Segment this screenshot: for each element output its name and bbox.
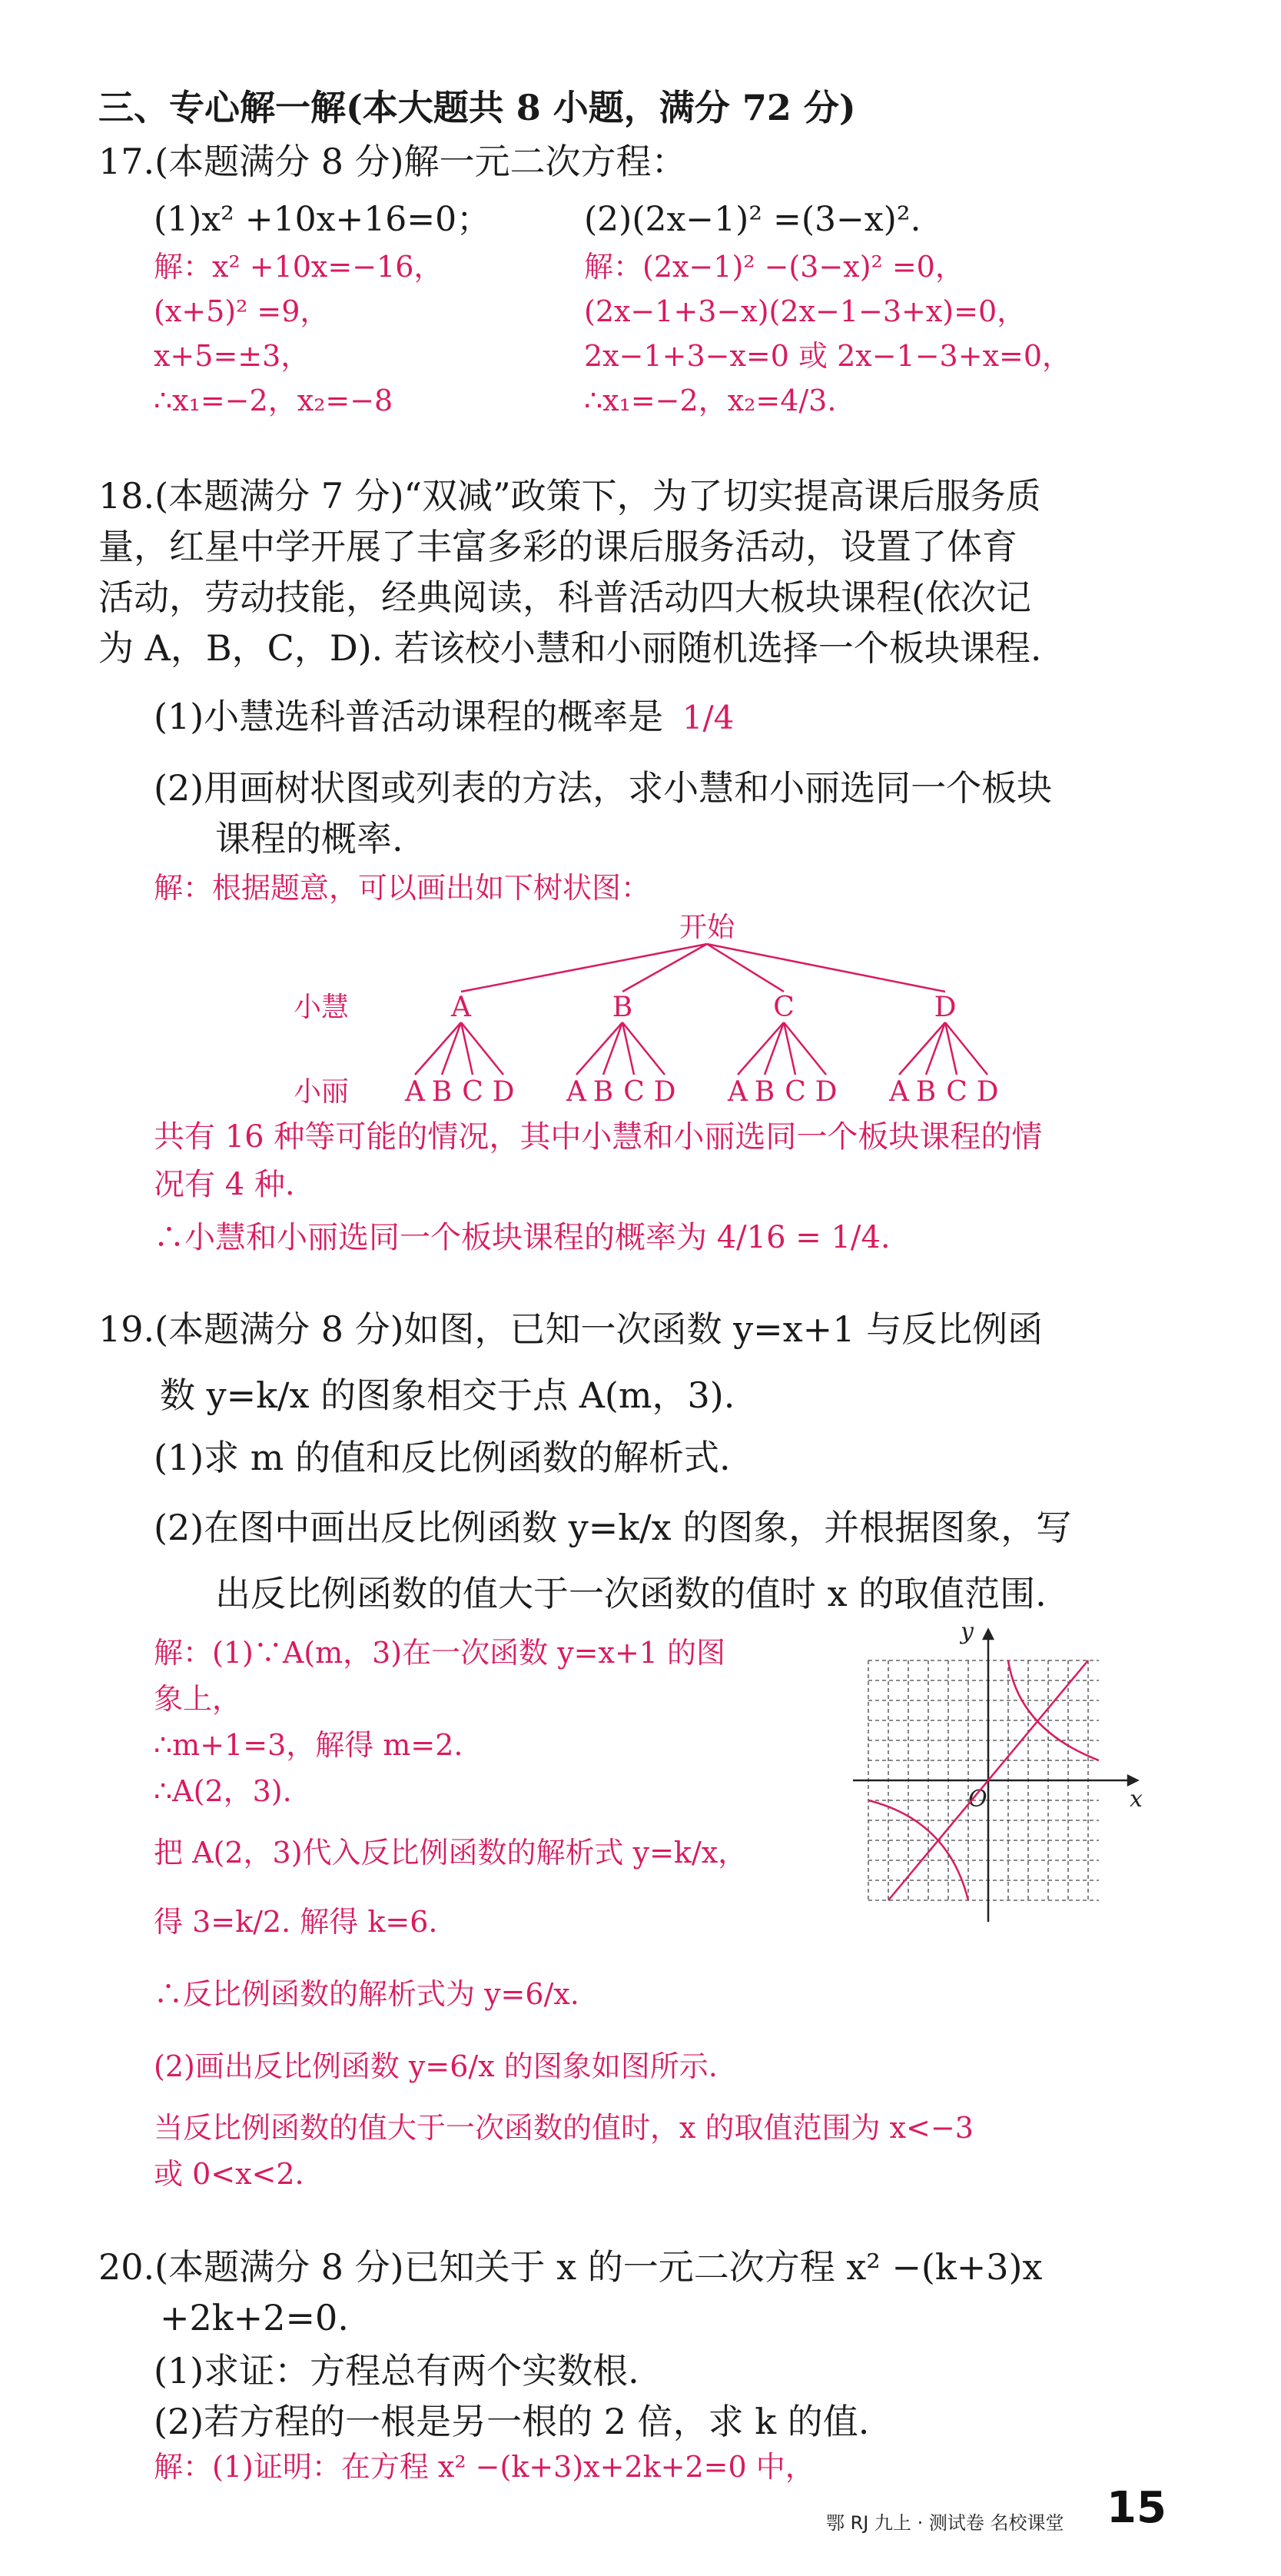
hyperbola-branch-left	[868, 1800, 968, 1900]
branch-line	[415, 1022, 461, 1075]
tree-leaf: C	[623, 1076, 645, 1108]
tree-row1-label: 小慧	[293, 992, 350, 1023]
tree-leaf: D	[492, 1076, 515, 1108]
tree-leaf: A	[566, 1076, 586, 1108]
branch-line	[622, 944, 707, 992]
footer-text: 鄂 RJ 九上 · 测试卷 名校课堂	[826, 2512, 1064, 2534]
answer-line: 得 3=k/2. 解得 k=6.	[154, 1905, 438, 1939]
q19-stem	[98, 1296, 1043, 1428]
answer-line: 当反比例函数的值大于一次函数的值时，x 的取值范围为 x<−3	[154, 2111, 974, 2145]
answer-line: 解：x² +10x=−16，	[154, 250, 443, 284]
branch-line	[603, 1022, 622, 1075]
answer-line: 象上，	[154, 1682, 242, 1716]
q18-answer-intro: 解：根据题意，可以画出如下树状图：	[154, 871, 651, 905]
y-axis-label: y	[961, 1618, 974, 1645]
part-line: (2)用画树状图或列表的方法，求小慧和小丽选同一个板块	[154, 767, 1053, 809]
section-header: 三、专心解一解(本大题共 8 小题，满分 72 分)	[98, 87, 856, 128]
q19-part2	[154, 1494, 1071, 1627]
branch-line	[899, 1022, 945, 1075]
answer-line: x+5=±3，	[154, 339, 310, 373]
tree-leaf: D	[653, 1076, 676, 1108]
tree-leaf: A	[728, 1076, 748, 1108]
part-line: 课程的概率.	[215, 818, 403, 859]
branch-line	[461, 944, 707, 992]
q20-stem	[98, 2242, 1042, 2343]
stem-line: 20.(本题满分 8 分)已知关于 x 的一元二次方程 x² −(k+3)x	[98, 2246, 1043, 2288]
q19-function-graph	[845, 1614, 1153, 1937]
q19-part1: (1)求 m 的值和反比例函数的解析式.	[154, 1437, 731, 1478]
answer-line: ∴A(2，3).	[154, 1774, 292, 1808]
x-axis-arrow-icon	[1128, 1776, 1137, 1785]
tree-leaf: A	[889, 1076, 909, 1108]
tree-branches	[415, 944, 987, 1075]
branch-line	[926, 1022, 945, 1075]
branch-line	[765, 1022, 784, 1075]
answer-line: (x+5)² =9，	[154, 294, 330, 328]
tree-node-level1: A	[451, 992, 471, 1023]
stem-line: +2k+2=0.	[160, 2297, 349, 2338]
branch-line	[442, 1022, 461, 1075]
tree-leaf: C	[946, 1076, 967, 1108]
branch-line	[738, 1022, 784, 1075]
tree-leaf: A	[405, 1076, 425, 1108]
answer-line: 2x−1+3−x=0 或 2x−1−3+x=0，	[584, 339, 1072, 373]
tree-leaf: C	[785, 1076, 806, 1108]
answer-line: 共有 16 种等可能的情况，其中小慧和小丽选同一个板块课程的情	[154, 1119, 1043, 1155]
tree-node-level1: D	[934, 992, 957, 1023]
tree-row2-label: 小丽	[293, 1076, 350, 1108]
stem-line: 数 y=k/x 的图象相交于点 A(m，3).	[160, 1374, 735, 1416]
answer-line: ∴x₁=−2，x₂=4/3.	[584, 384, 837, 417]
answer-line: ∴m+1=3，解得 m=2.	[154, 1728, 463, 1762]
branch-line	[576, 1022, 622, 1075]
q20-part1: (1)求证：方程总有两个实数根.	[154, 2350, 639, 2392]
q18-part1-text: (1)小慧选科普活动课程的概率是	[154, 696, 664, 737]
page-number: 15	[1107, 2483, 1167, 2533]
origin-label: O	[968, 1786, 987, 1813]
tree-leaf: D	[815, 1076, 838, 1108]
tree-leaf: D	[976, 1076, 999, 1108]
stem-line: 19.(本题满分 8 分)如图，已知一次函数 y=x+1 与反比例函	[98, 1308, 1044, 1350]
q18-answer-text	[154, 1113, 1042, 1208]
tree-node-level1: B	[612, 992, 633, 1023]
answer-line: (2)画出反比例函数 y=6/x 的图象如图所示.	[154, 2049, 718, 2083]
hyperbola-branch-right	[1008, 1660, 1099, 1760]
x-axis-label: x	[1130, 1786, 1143, 1813]
stem-line: 活动，劳动技能，经典阅读，科普活动四大板块课程(依次记	[98, 577, 1031, 618]
graph-axes	[853, 1630, 1137, 1922]
q18-answer-final: ∴小慧和小丽选同一个板块课程的概率为 4/16 = 1/4.	[154, 1220, 891, 1255]
q20-part2: (2)若方程的一根是另一根的 2 倍，求 k 的值.	[154, 2401, 870, 2442]
branch-line	[707, 944, 945, 992]
stem-line: 18.(本题满分 7 分)“双减”政策下，为了切实提高课后服务质	[98, 475, 1041, 517]
answer-line: (2x−1+3−x)(2x−1−3+x)=0，	[584, 294, 1027, 328]
q17-part1: (1)x² +10x+16=0；	[154, 200, 491, 239]
answer-line: 或 0<x<2.	[154, 2157, 304, 2191]
tree-leaf: B	[431, 1076, 453, 1108]
tree-root: 开始	[679, 912, 735, 943]
answer-line: 解：(2x−1)² −(3−x)² =0，	[584, 250, 964, 284]
answer-line: 况有 4 种.	[154, 1167, 295, 1202]
q20-answer: 解：(1)证明：在方程 x² −(k+3)x+2k+2=0 中，	[154, 2450, 815, 2484]
tree-leaf: C	[462, 1076, 483, 1108]
part-line: 出反比例函数的值大于一次函数的值时 x 的取值范围.	[215, 1573, 1047, 1614]
q17-part2: (2)(2x−1)² =(3−x)².	[584, 200, 921, 239]
answer-line: 解：(1)∵A(m，3)在一次函数 y=x+1 的图	[154, 1636, 726, 1670]
y-axis-arrow-icon	[984, 1630, 993, 1639]
answer-line: 把 A(2，3)代入反比例函数的解析式 y=k/x，	[154, 1836, 748, 1870]
part-line: (2)在图中画出反比例函数 y=k/x 的图象，并根据图象，写	[154, 1507, 1072, 1548]
q18-part1-answer: 1/4	[682, 699, 735, 736]
tree-node-level1: C	[773, 992, 795, 1023]
stem-line: 为 A，B，C，D). 若该校小慧和小丽随机选择一个板块课程.	[98, 627, 1042, 669]
answer-line: ∴x₁=−2，x₂=−8	[154, 384, 393, 417]
stem-line: 量，红星中学开展了丰富多彩的课后服务活动，设置了体育	[98, 526, 1017, 567]
tree-leaf: B	[915, 1076, 937, 1108]
q17-stem: 17.(本题满分 8 分)解一元二次方程：	[98, 141, 687, 182]
tree-leaf: B	[592, 1076, 614, 1108]
tree-leaf: B	[754, 1076, 775, 1108]
answer-line: ∴反比例函数的解析式为 y=6/x.	[154, 1977, 579, 2011]
